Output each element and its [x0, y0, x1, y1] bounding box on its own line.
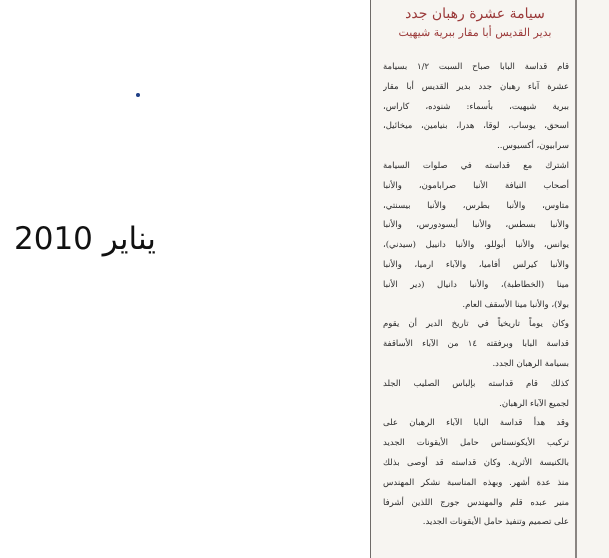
article-line: وكان يوماً تاريخياً في تاريخ الدير أن يقوم	[383, 319, 569, 330]
article-line: منذ عدة أشهر. وبهذه المناسبة نشكر المهندس	[383, 477, 569, 488]
date-caption: يناير 2010	[14, 221, 156, 257]
article-line: بسيامة الرهبان الجدد.	[492, 358, 569, 369]
article-line: والأنبا كيرلس أفاميا، والآباء ارميا، والأنبا	[383, 259, 569, 270]
article-line: بولا)، والأنبا مينا الأسقف العام.	[462, 299, 569, 310]
article-line: تركيب الأيكونستاس حامل الأيقونات الجديد	[383, 438, 569, 449]
article-line: والأنبا بسطس، والأنبا أيسودورس، والأنبا	[383, 220, 569, 231]
headline-sub: بدير القديس أبا مقار ببرية شيهيت	[398, 26, 552, 39]
article-line: يوانس، والأنبا أبوللو، والأنبا دانييل (سيدني)،	[383, 240, 569, 251]
blue-dot-marker	[136, 93, 140, 97]
article-line: متاوس، والأنبا بطرس، والأنبا بيسنتي،	[383, 200, 569, 211]
article-line: وقد هدأ قداسة البابا الآباء الرهبان على	[383, 418, 569, 429]
article-line: سرابيون، أكسيوس..	[497, 141, 569, 152]
article-line: عشرة آباء رهبان جدد بدير القديس أبا مقار	[383, 81, 569, 92]
column-rule-left	[370, 0, 371, 558]
article-line: قام قداسة البابا صباح السبت ١/٢ بسيامة	[383, 62, 569, 72]
article-line: ببرية شيهيت، بأسماء: شنوده، كاراس،	[383, 101, 569, 112]
article-line: على تصميم وتنفيذ حامل الأيقونات الجديد.	[422, 517, 569, 528]
headline-main: سيامة عشرة رهبان جدد	[405, 6, 545, 22]
article-line: كذلك قام قداسته بإلباس الصليب الجلد	[383, 378, 569, 389]
article-body	[383, 58, 569, 533]
article-line: بالكنيسة الأثرية. وكان قداسته قد أوصى بذلك	[383, 457, 569, 468]
article-line: أصحاب النيافة الأنبا صرابامون، والأنبا	[383, 180, 569, 191]
column-rule-right	[575, 0, 577, 558]
article-line: لجميع الآباء الرهبان.	[499, 398, 569, 409]
article-line: اسحق، يوساب، لوقا، هدرا، بنيامين، ميخائيل،	[383, 121, 569, 132]
clipping-headline	[380, 4, 570, 42]
article-line: قداسة البابا وبرفقته ١٤ من الآباء الأساقفة	[383, 339, 569, 350]
article-line: منير عبده قلم والمهندس جورج اللذين أشرفا	[383, 497, 569, 508]
article-line: اشترك مع قداسته في صلوات السيامة	[383, 160, 569, 171]
article-line: مينا (الخطاطبة)، والأنبا دانيال (دير الأنبا	[383, 279, 569, 290]
